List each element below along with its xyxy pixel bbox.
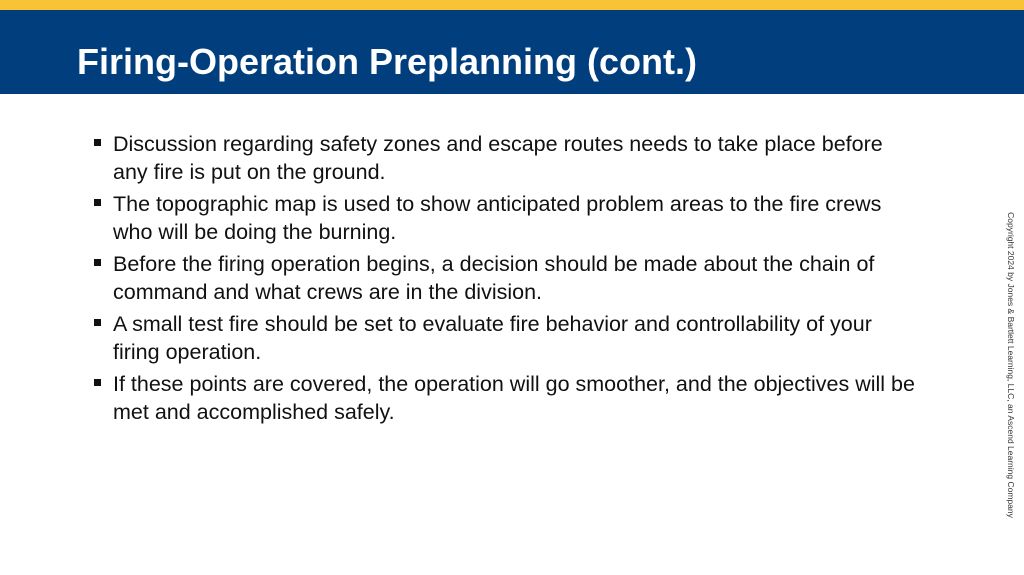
bullet-item	[92, 370, 922, 426]
accent-stripe	[0, 0, 1024, 10]
bullet-item	[92, 130, 922, 186]
square-bullet-icon	[94, 259, 101, 266]
bullet-item	[92, 310, 922, 366]
square-bullet-icon	[94, 319, 101, 326]
bullet-text: The topographic map is used to show anticipated problem areas to the fire crews who will be doing the burning.	[113, 192, 882, 244]
bullet-text: Discussion regarding safety zones and escape routes needs to take place before any fire is put on the ground.	[113, 132, 883, 184]
copyright-notice: Copyright 2024 by Jones & Bartlett Learning, LLC, an Ascend Learning Company	[1006, 212, 1016, 518]
bullet-item	[92, 250, 922, 306]
bullet-text: If these points are covered, the operation will go smoother, and the objectives will be met and accomplished safely.	[113, 372, 915, 424]
square-bullet-icon	[94, 379, 101, 386]
title-banner	[0, 10, 1024, 94]
bullet-text: A small test fire should be set to evaluate fire behavior and controllability of your firing operation.	[113, 312, 872, 364]
bullet-list	[92, 130, 922, 430]
square-bullet-icon	[94, 139, 101, 146]
bullet-text: Before the firing operation begins, a decision should be made about the chain of command and what crews are in the division.	[113, 252, 875, 304]
slide-title: Firing-Operation Preplanning (cont.)	[77, 41, 697, 82]
bullet-item	[92, 190, 922, 246]
square-bullet-icon	[94, 199, 101, 206]
